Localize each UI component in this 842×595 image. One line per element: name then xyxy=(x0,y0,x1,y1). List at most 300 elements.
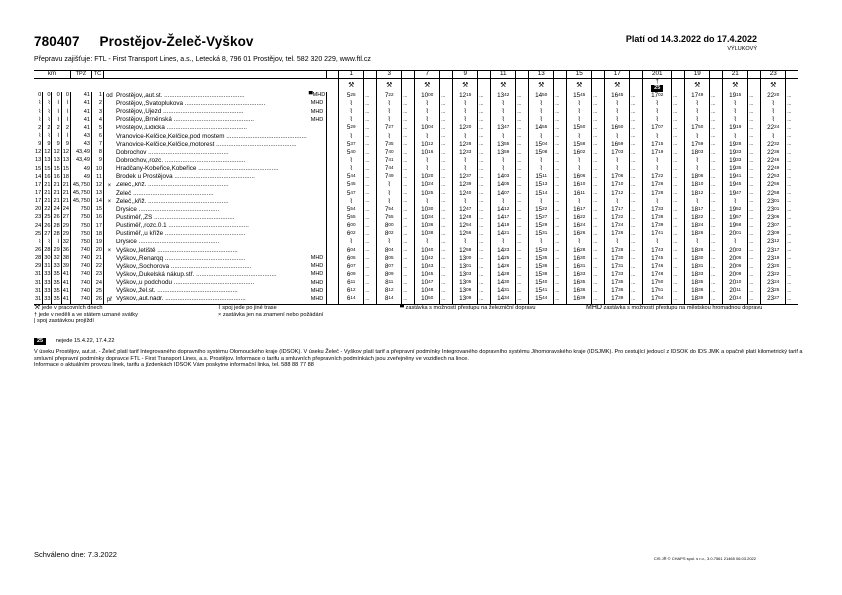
table-row xyxy=(34,255,798,263)
time-gap: ... xyxy=(554,287,567,295)
time-text: $23^{07}$ xyxy=(767,222,780,230)
departure-time xyxy=(643,173,672,181)
time-text: ⌇ xyxy=(615,108,619,116)
departure-time xyxy=(453,149,478,157)
km-value: ⌇ xyxy=(52,239,61,247)
cross-icon: † xyxy=(655,79,659,85)
tc-value: 2 xyxy=(91,100,103,108)
departure-time xyxy=(339,190,364,198)
trip-gap xyxy=(592,71,605,79)
departure-time xyxy=(567,125,592,133)
time-gap: ... xyxy=(630,141,643,149)
time-gap: ... xyxy=(786,92,799,100)
departure-time xyxy=(339,263,364,271)
km-value: 24 xyxy=(35,222,42,229)
km-value: 32 xyxy=(53,255,60,262)
time-text: $14^{50}$ xyxy=(535,91,548,99)
time-text: $17^{28}$ xyxy=(611,246,624,254)
time-gap: ... xyxy=(630,287,643,295)
stop-name: Vyškov,,aut.nádr. .............................................. xyxy=(115,296,308,305)
time-gap: ... xyxy=(748,214,761,222)
time-text: ⌇ xyxy=(615,165,619,173)
blank-col xyxy=(327,263,339,271)
time-text: $23^{01}$ xyxy=(767,205,780,213)
km-value: 0 xyxy=(43,92,52,100)
km-value: 21 xyxy=(62,198,69,205)
time-text: $20^{03}$ xyxy=(729,246,742,254)
time-text: ⌇ xyxy=(463,238,467,246)
departure-time xyxy=(415,141,440,149)
time-gap: ... xyxy=(672,149,685,157)
time-text: ⌇ xyxy=(771,108,775,116)
time-gap: ... xyxy=(786,141,799,149)
legend-x: × zastávka jen na znamení nebo požádání xyxy=(218,311,324,318)
departure-time xyxy=(723,271,748,279)
time-text: $7^{40}$ xyxy=(384,148,394,156)
km-value: ⌇ xyxy=(38,238,42,245)
time-text: $17^{59}$ xyxy=(691,140,704,148)
time-gap: ... xyxy=(402,141,415,149)
departure-time xyxy=(453,198,478,206)
tc-value: 22 xyxy=(91,263,103,271)
time-gap: ... xyxy=(710,92,723,100)
departure-time xyxy=(339,206,364,214)
departure-time xyxy=(761,165,786,173)
time-text: ⌇ xyxy=(733,197,737,205)
time-text: ⌇ xyxy=(349,100,353,108)
trip-gap xyxy=(630,79,643,93)
hammer-icon: ⚒ xyxy=(462,81,469,89)
time-gap: ... xyxy=(364,239,377,247)
time-gap: ... xyxy=(516,206,529,214)
time-text: $16^{10}$ xyxy=(573,181,586,189)
time-text: $17^{30}$ xyxy=(611,254,624,262)
time-gap: ... xyxy=(554,198,567,206)
time-text: $13^{42}$ xyxy=(497,91,510,99)
departure-time xyxy=(339,271,364,279)
time-text: $23^{20}$ xyxy=(767,262,780,270)
time-text: ⌇ xyxy=(425,108,429,116)
departure-time xyxy=(567,296,592,305)
stop-name: Želeč .............................................. xyxy=(115,189,214,197)
time-text: $15^{45}$ xyxy=(573,91,586,99)
time-gap: ... xyxy=(440,230,453,238)
departure-time xyxy=(415,108,440,116)
km-value: 29 xyxy=(62,230,69,237)
tpz-value: 45,750 xyxy=(70,198,91,206)
time-gap: ... xyxy=(592,230,605,238)
time-text: $15^{13}$ xyxy=(535,181,548,189)
trip-number: 15 xyxy=(567,71,592,79)
time-text: ⌇ xyxy=(539,238,543,246)
time-text: $13^{59}$ xyxy=(497,148,510,156)
departure-time xyxy=(685,255,710,263)
time-text: ⌇ xyxy=(695,132,699,140)
km-value: 21 xyxy=(53,189,60,196)
trip-symbol xyxy=(685,79,710,93)
time-text: ⌇ xyxy=(539,132,543,140)
time-gap: ... xyxy=(478,108,491,116)
time-gap: ... xyxy=(516,100,529,108)
km-value: 27 xyxy=(44,230,51,237)
time-text: ⌇ xyxy=(695,100,699,108)
time-gap: ... xyxy=(516,141,529,149)
time-text: $16^{02}$ xyxy=(573,148,586,156)
departure-time xyxy=(567,149,592,157)
blank-col xyxy=(327,239,339,247)
trip-gap xyxy=(440,79,453,93)
tc-value: 3 xyxy=(91,108,103,116)
time-text: ⌇ xyxy=(655,100,659,108)
stop-marker xyxy=(103,230,115,238)
stop-marker: př xyxy=(103,296,115,305)
time-gap: ... xyxy=(402,125,415,133)
trip-gap xyxy=(554,79,567,93)
departure-time xyxy=(761,149,786,157)
time-gap: ... xyxy=(748,247,761,255)
hammer-icon: ⚒ xyxy=(424,81,431,89)
approval-date: Schváleno dne: 7.3.2022 xyxy=(34,550,117,559)
km-value: 33 xyxy=(44,287,51,294)
train-icon: ▀ xyxy=(400,305,404,311)
departure-time xyxy=(339,92,364,100)
trip-gap xyxy=(672,71,685,79)
departure-time xyxy=(567,230,592,238)
km-value: 13 xyxy=(53,157,60,164)
time-text: $14^{25}$ xyxy=(497,254,510,262)
time-gap: ... xyxy=(402,271,415,279)
page-title xyxy=(34,34,254,49)
time-gap: ... xyxy=(630,165,643,173)
departure-time xyxy=(685,271,710,279)
time-gap: ... xyxy=(364,108,377,116)
note-badge: 25 xyxy=(34,338,46,345)
stop-name-text: Dobrochov xyxy=(115,148,147,156)
stop-name: Drysice .............................................. xyxy=(115,205,220,213)
time-gap: ... xyxy=(672,165,685,173)
time-text: $7^{49}$ xyxy=(384,173,394,181)
stop-marker xyxy=(103,141,115,149)
time-text: $19^{41}$ xyxy=(729,173,742,181)
tpz-value: 41 xyxy=(70,108,91,116)
time-text: $17^{46}$ xyxy=(651,262,664,270)
departure-time xyxy=(453,92,478,100)
departure-time xyxy=(723,125,748,133)
tc-value: 23 xyxy=(91,271,103,279)
time-text: $8^{14}$ xyxy=(384,295,394,303)
time-gap: ... xyxy=(554,100,567,108)
time-gap: ... xyxy=(748,271,761,279)
time-gap: ... xyxy=(402,149,415,157)
time-text: $18^{10}$ xyxy=(691,181,704,189)
departure-time xyxy=(567,239,592,247)
km-value: 9 xyxy=(43,141,52,149)
time-gap: ... xyxy=(554,157,567,165)
km-value: 21 xyxy=(44,189,51,196)
time-gap: ... xyxy=(364,149,377,157)
time-text: ⌇ xyxy=(501,116,505,124)
departure-time xyxy=(415,214,440,222)
departure-time xyxy=(723,198,748,206)
time-gap: ... xyxy=(364,296,377,305)
km-value: 39 xyxy=(62,263,69,270)
time-text: ⌇ xyxy=(655,116,659,124)
time-gap: ... xyxy=(440,92,453,100)
stop-name: Vyškov,,u podchodu .............................................. xyxy=(115,279,255,287)
km-value: 12 xyxy=(44,149,51,156)
stop-marker xyxy=(103,239,115,247)
km-value: 33 xyxy=(44,279,51,286)
departure-time xyxy=(761,190,786,198)
departure-time xyxy=(761,279,786,287)
departure-time xyxy=(339,296,364,305)
km-value: 29 xyxy=(53,246,60,253)
time-gap: ... xyxy=(748,190,761,198)
time-gap: ... xyxy=(672,182,685,190)
time-gap: ... xyxy=(710,287,723,295)
time-text: $18^{30}$ xyxy=(691,254,704,262)
time-text: $13^{01}$ xyxy=(459,262,472,270)
departure-time xyxy=(377,173,402,181)
departure-time xyxy=(643,279,672,287)
stop-symbol xyxy=(308,149,327,157)
departure-time xyxy=(415,230,440,238)
km-value: 41 xyxy=(62,287,69,294)
departure-time xyxy=(567,133,592,141)
time-text: $12^{48}$ xyxy=(459,214,472,222)
time-text: $17^{12}$ xyxy=(611,189,624,197)
departure-time xyxy=(643,271,672,279)
time-gap: ... xyxy=(710,108,723,116)
departure-time xyxy=(761,255,786,263)
departure-time xyxy=(415,271,440,279)
departure-time xyxy=(643,255,672,263)
time-text: $16^{45}$ xyxy=(611,91,624,99)
time-gap: ... xyxy=(672,230,685,238)
time-text: $14^{07}$ xyxy=(497,189,510,197)
departure-time xyxy=(605,133,630,141)
departure-time xyxy=(339,214,364,222)
time-text: $6^{12}$ xyxy=(346,287,356,295)
departure-time xyxy=(685,296,710,305)
time-gap: ... xyxy=(630,247,643,255)
time-text: ⌇ xyxy=(387,181,391,189)
stop-name: Vranovice-Kelčice,Kelčice,motorest .............................................. xyxy=(115,140,297,148)
departure-time xyxy=(567,247,592,255)
time-text: $14^{34}$ xyxy=(497,295,510,303)
blank-col xyxy=(327,190,339,198)
km-value: 23 xyxy=(35,214,42,221)
stop-name-text: Vyškov,,u podchodu xyxy=(115,279,172,287)
validity: Platí od 14.3.2022 do 17.4.2022 xyxy=(625,34,757,44)
departure-time xyxy=(761,296,786,305)
time-gap: ... xyxy=(786,173,799,181)
time-text: $10^{00}$ xyxy=(421,91,434,99)
departure-time xyxy=(453,182,478,190)
time-gap: ... xyxy=(516,255,529,263)
time-gap: ... xyxy=(786,239,799,247)
stop-marker xyxy=(103,125,115,133)
departure-time xyxy=(339,100,364,108)
time-text: $17^{41}$ xyxy=(651,230,664,238)
time-text: $14^{03}$ xyxy=(497,173,510,181)
km-value: 28 xyxy=(53,222,60,229)
time-text: $17^{33}$ xyxy=(611,271,624,279)
time-text: ⌇ xyxy=(615,100,619,108)
time-text: $18^{24}$ xyxy=(691,222,704,230)
time-text: ⌇ xyxy=(695,116,699,124)
time-gap: ... xyxy=(402,182,415,190)
time-gap: ... xyxy=(440,182,453,190)
stop-name: Želeč,,křiž. .............................................. xyxy=(115,181,229,189)
km-value: 15 xyxy=(53,165,60,172)
departure-time xyxy=(529,287,554,295)
time-gap: ... xyxy=(478,173,491,181)
departure-time xyxy=(529,190,554,198)
departure-time xyxy=(377,222,402,230)
time-gap: ... xyxy=(630,230,643,238)
time-text: $5^{25}$ xyxy=(346,91,356,99)
time-text: $12^{20}$ xyxy=(459,124,472,132)
tc-value: 9 xyxy=(91,157,103,165)
departure-time xyxy=(453,263,478,271)
time-text: $16^{30}$ xyxy=(573,254,586,262)
time-gap: ... xyxy=(402,157,415,165)
departure-time xyxy=(567,206,592,214)
departure-time xyxy=(415,157,440,165)
departure-time xyxy=(605,92,630,100)
stop-marker: × xyxy=(103,198,115,206)
departure-time xyxy=(605,165,630,173)
trip-gap xyxy=(748,79,761,93)
time-text: $5^{37}$ xyxy=(346,140,356,148)
time-gap: ... xyxy=(402,239,415,247)
time-gap: ... xyxy=(710,247,723,255)
time-text: ⌇ xyxy=(577,197,581,205)
departure-time xyxy=(529,222,554,230)
table-row xyxy=(34,214,798,222)
time-text: $18^{39}$ xyxy=(691,295,704,303)
time-gap: ... xyxy=(478,296,491,305)
departure-time xyxy=(643,190,672,198)
km-value: 9 xyxy=(61,141,70,149)
tpz-value: 740 xyxy=(70,263,91,271)
stop-symbol: MHD xyxy=(310,100,324,107)
time-text: ⌇ xyxy=(539,100,543,108)
time-text: $15^{44}$ xyxy=(535,295,548,303)
departure-time xyxy=(685,157,710,165)
line-name: Prostějov-Želeč-Vyškov xyxy=(99,34,254,49)
stop-symbol: MHD xyxy=(310,263,324,270)
stop-symbol xyxy=(308,206,327,214)
time-gap: ... xyxy=(440,108,453,116)
trip-gap xyxy=(630,71,643,79)
time-gap: ... xyxy=(402,296,415,305)
time-gap: ... xyxy=(554,214,567,222)
km-value: 31 xyxy=(44,263,51,270)
time-gap: ... xyxy=(402,279,415,287)
km-value: 2 xyxy=(38,124,42,131)
departure-time xyxy=(491,206,516,214)
time-text: $13^{09}$ xyxy=(459,295,472,303)
departure-time xyxy=(643,214,672,222)
time-text: $7^{27}$ xyxy=(384,124,394,132)
departure-time xyxy=(723,222,748,230)
departure-time xyxy=(529,141,554,149)
time-gap: ... xyxy=(630,271,643,279)
blank-col xyxy=(327,100,339,108)
time-gap: ... xyxy=(516,165,529,173)
stop-marker xyxy=(103,287,115,295)
departure-time xyxy=(491,263,516,271)
tc-value: 10 xyxy=(91,165,103,173)
km-value: 21 xyxy=(44,198,51,205)
table-row xyxy=(34,230,798,238)
time-gap: ... xyxy=(516,198,529,206)
time-gap: ... xyxy=(478,190,491,198)
time-gap: ... xyxy=(478,247,491,255)
stop-name-text: Vyškov,,žel.st. xyxy=(115,287,156,295)
departure-time xyxy=(415,198,440,206)
departure-time xyxy=(761,92,786,100)
time-gap: ... xyxy=(786,271,799,279)
time-gap: ... xyxy=(672,263,685,271)
time-gap: ... xyxy=(516,287,529,295)
departure-time xyxy=(415,222,440,230)
departure-time xyxy=(339,157,364,165)
tc-value: 25 xyxy=(91,287,103,295)
time-gap: ... xyxy=(672,287,685,295)
time-text: $22^{49}$ xyxy=(767,165,780,173)
time-text: ⌇ xyxy=(695,108,699,116)
departure-time xyxy=(453,100,478,108)
time-gap: ... xyxy=(554,92,567,100)
time-gap: ... xyxy=(786,206,799,214)
departure-time xyxy=(605,222,630,230)
time-gap: ... xyxy=(516,239,529,247)
departure-time xyxy=(453,165,478,173)
departure-time xyxy=(761,230,786,238)
time-text: $18^{28}$ xyxy=(691,246,704,254)
time-gap: ... xyxy=(440,157,453,165)
time-text: $12^{39}$ xyxy=(459,181,472,189)
time-text: $16^{26}$ xyxy=(573,230,586,238)
departure-time xyxy=(723,108,748,116)
departure-time xyxy=(761,222,786,230)
departure-time xyxy=(761,173,786,181)
time-text: $23^{27}$ xyxy=(767,295,780,303)
blank-col xyxy=(327,173,339,181)
departure-time xyxy=(377,255,402,263)
km-value: 15 xyxy=(35,165,42,172)
table-row xyxy=(34,173,798,181)
time-text: $13^{47}$ xyxy=(497,124,510,132)
departure-time xyxy=(491,198,516,206)
time-text: $22^{46}$ xyxy=(767,157,780,165)
departure-time xyxy=(415,165,440,173)
time-text: ⌇ xyxy=(463,157,467,165)
time-text: $15^{40}$ xyxy=(535,279,548,287)
tc-value: 24 xyxy=(91,279,103,287)
time-gap: ... xyxy=(364,157,377,165)
time-gap: ... xyxy=(516,133,529,141)
departure-time xyxy=(685,108,710,116)
time-gap: ... xyxy=(672,125,685,133)
time-text: ⌇ xyxy=(733,238,737,246)
time-gap: ... xyxy=(516,271,529,279)
stop-symbol xyxy=(308,198,327,206)
time-text: $10^{43}$ xyxy=(421,262,434,270)
